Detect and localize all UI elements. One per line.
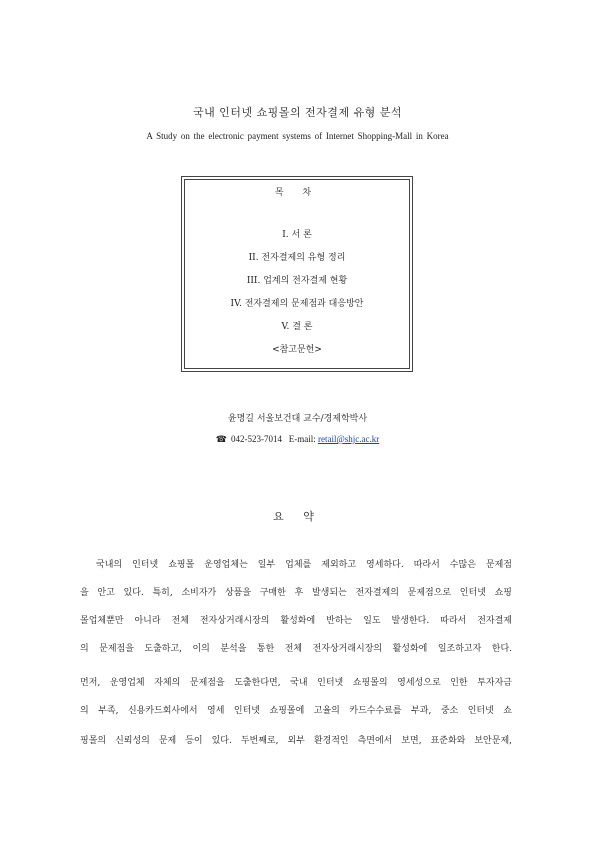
summary-line: 몰업체뿐만 아니라 전체 전자상거래시장의 활성화에 반하는 일도 발생한다. 따라서 전자결제 — [80, 616, 512, 626]
summary-line: 의 문제점을 도출하고, 이의 분석을 통한 전체 전자상거래시장의 활성화에 일조하고자 한다. — [80, 644, 512, 654]
author-line: 윤명길 서울보건대 교수/경제학박사 — [227, 414, 368, 424]
phone-number: 042-523-7014 — [230, 434, 282, 444]
summary-line: 국내의 인터넷 쇼핑몰 운영업체는 일부 업체를 제외하고 영세하다. 따라서 수많은 문제점 — [96, 560, 512, 570]
author-contact — [0, 434, 595, 445]
paper-title-korean: 국내 인터넷 쇼핑몰의 전자결제 유형 분석 — [192, 106, 403, 119]
phone-icon: ☎ — [215, 435, 227, 445]
toc-heading: 목 차 — [274, 188, 320, 198]
toc-item-payment-types: II. 전자결제의 유형 정리 — [248, 253, 346, 263]
summary-line: 먼저, 운영업체 자체의 문제점을 도출한다면, 국내 인터넷 쇼핑몰의 영세성으로 인한 투자자금 — [80, 678, 512, 688]
toc-item-problems-solutions: IV. 전자결제의 문제점과 대응방안 — [230, 299, 364, 309]
paper-title-english: A Study on the electronic payment systems of Internet Shopping-Mall in Korea — [146, 131, 449, 141]
summary-heading: 요 약 — [273, 510, 322, 523]
summary-line: 을 안고 있다. 특히, 소비자가 상품을 구매한 후 발생되는 전자결제의 문제점으로 인터넷 쇼핑 — [80, 588, 512, 598]
toc-item-references: <참고문헌> — [272, 345, 322, 355]
summary-line: 핑몰의 신뢰성의 문제 등이 있다. 두번째로, 외부 환경적인 측면에서 보면, 표준화와 보안문제, — [80, 736, 512, 746]
toc-item-introduction: I. 서 론 — [282, 230, 312, 240]
email-link[interactable]: retail@shjc.ac.kr — [317, 434, 380, 444]
toc-item-conclusion: V. 결 론 — [281, 322, 313, 332]
toc-item-industry-status: III. 업계의 전자결제 현황 — [246, 276, 348, 286]
email-label: E-mail: — [288, 434, 316, 444]
summary-line: 의 부족, 신용카드회사에서 영세 인터넷 쇼핑몰에 고율의 카드수수료를 부과, 중소 인터넷 쇼 — [80, 706, 512, 716]
table-of-contents-box — [181, 176, 413, 372]
